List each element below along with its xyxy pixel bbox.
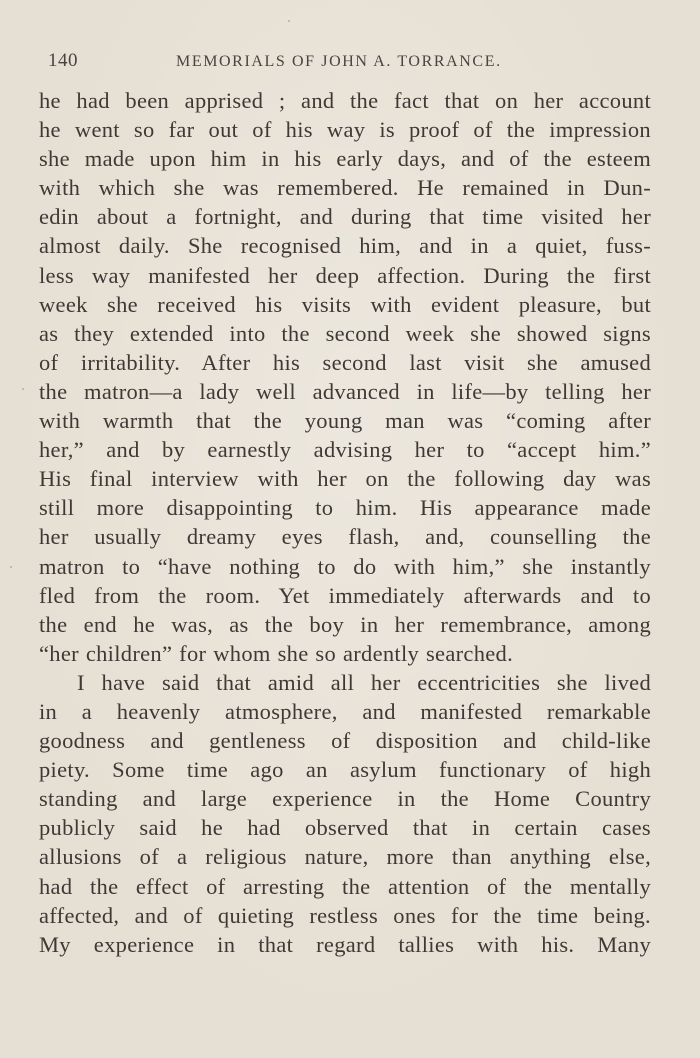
text-line: His final interview with her on the following day was: [39, 466, 651, 492]
running-title: MEMORIALS OF JOHN A. TORRANCE.: [176, 53, 502, 70]
text-line: almost daily. She recognised him, and in a quiet, fuss-: [39, 233, 651, 259]
page-number: 140: [48, 50, 78, 71]
text-line: allusions of a religious nature, more than anything else,: [39, 844, 651, 870]
text-line: edin about a fortnight, and during that time visited her: [39, 204, 651, 230]
text-line: he went so far out of his way is proof of the impression: [39, 117, 651, 143]
text-line: of irritability. After his second last visit she amused: [39, 349, 651, 375]
text-line: affected, and of quieting restless ones for the time being.: [39, 902, 651, 928]
text-line: the end he was, as the boy in her remembrance, among: [39, 611, 651, 637]
text-line: less way manifested her deep affection. During the first: [39, 262, 651, 288]
paper-speck: [10, 566, 12, 568]
body-text: [39, 86, 651, 959]
text-line: piety. Some time ago an asylum functionary of high: [39, 757, 651, 783]
text-line: “her children” for whom she so ardently searched.: [39, 640, 514, 666]
text-line: week she received his visits with evident pleasure, but: [39, 291, 651, 317]
text-line: her,” and by earnestly advising her to “accept him.”: [39, 437, 651, 463]
text-line: as they extended into the second week she showed signs: [39, 320, 651, 346]
text-line: with warmth that the young man was “coming after: [39, 408, 651, 434]
text-line: in a heavenly atmosphere, and manifested remarkable: [39, 698, 651, 724]
text-line: goodness and gentleness of disposition and child-like: [39, 728, 651, 754]
text-line: her usually dreamy eyes flash, and, counselling the: [39, 524, 651, 550]
text-line: standing and large experience in the Home Country: [39, 786, 651, 812]
text-line: publicly said he had observed that in certain cases: [39, 815, 651, 841]
text-line: he had been apprised ; and the fact that on her account: [39, 88, 651, 113]
text-line: still more disappointing to him. His appearance made: [39, 495, 651, 521]
text-line: the matron—a lady well advanced in life—by telling her: [39, 378, 651, 404]
text-line: fled from the room. Yet immediately afterwards and to: [39, 582, 651, 608]
text-line: My experience in that regard tallies with his. Many: [39, 931, 651, 957]
paper-speck: [22, 388, 24, 390]
text-line: had the effect of arresting the attention of the mentally: [39, 873, 651, 899]
text-line: she made upon him in his early days, and of the esteem: [39, 146, 651, 172]
paper-speck: [288, 20, 290, 22]
running-head: [0, 50, 700, 80]
text-line: with which she was remembered. He remained in Dun-: [39, 175, 651, 201]
text-line: I have said that amid all her eccentricities she lived: [77, 669, 651, 695]
text-line: matron to “have nothing to do with him,” she instantly: [39, 553, 651, 579]
